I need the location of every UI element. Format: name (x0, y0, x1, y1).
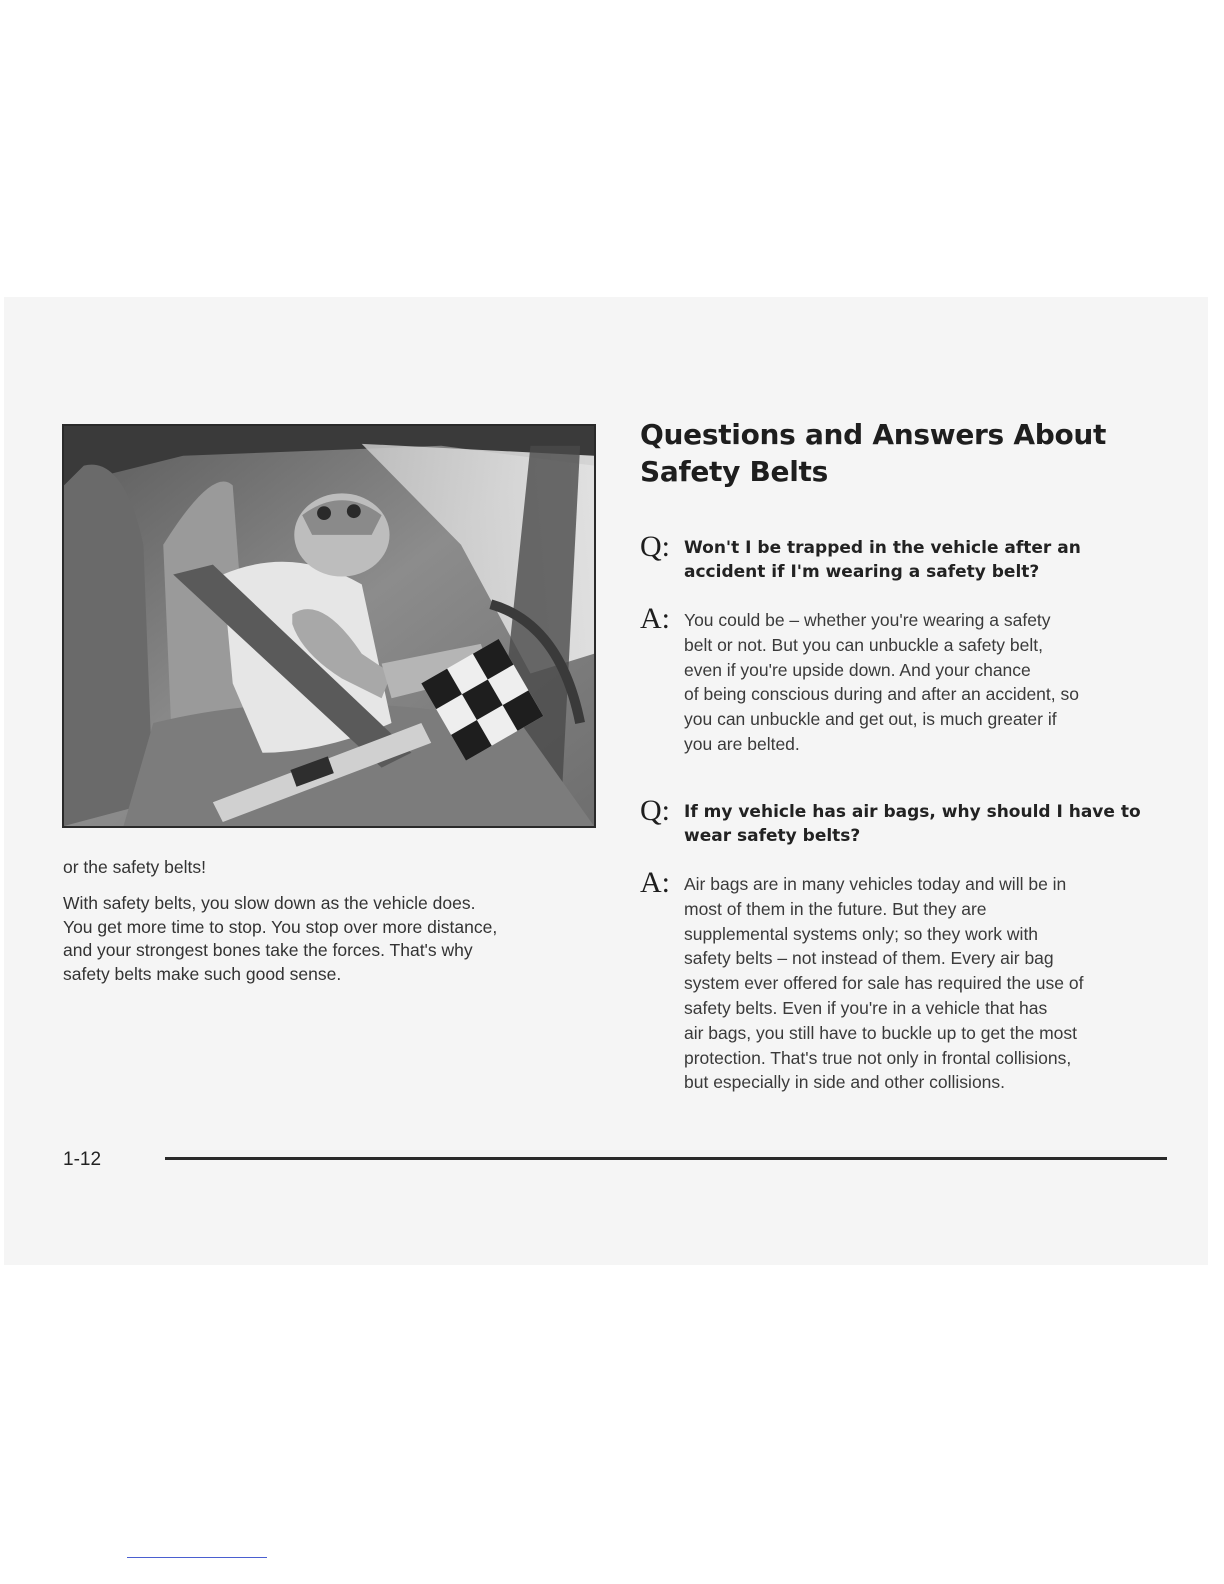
section-title-line: Safety Belts (640, 455, 828, 488)
answer-line: even if you're upside down. And your chance (684, 659, 1031, 680)
question-2 (640, 794, 1180, 848)
question-1 (640, 530, 1180, 584)
section-title (640, 416, 1140, 490)
question-marker: Q: (640, 530, 670, 563)
answer-marker: A: (640, 602, 670, 635)
caption-line: safety belts make such good sense. (63, 963, 342, 984)
answer-line: air bags, you still have to buckle up to get the most (684, 1022, 1077, 1043)
answer-line: safety belts. Even if you're in a vehicle that has (684, 997, 1048, 1018)
answer-line: belt or not. But you can unbuckle a safety belt, (684, 634, 1043, 655)
divider-line (127, 1557, 267, 1558)
caption-intro (63, 856, 603, 880)
question-line: If my vehicle has air bags, why should I have to (684, 802, 1141, 822)
answer-line: safety belts – not instead of them. Every air bag (684, 948, 1054, 969)
answer-line: system ever offered for sale has required the use of (684, 973, 1084, 994)
answer-line: you are belted. (684, 733, 800, 754)
answer-line: Air bags are in many vehicles today and will be in (684, 874, 1067, 894)
answer-line: You could be – whether you're wearing a safety (684, 610, 1051, 630)
answer-marker: A: (640, 866, 670, 899)
caption-line: and your strongest bones take the forces. That's why (63, 940, 473, 960)
page-number: 1-12 (63, 1149, 102, 1170)
caption-line: With safety belts, you slow down as the vehicle does. (63, 893, 476, 913)
caption-paragraph (63, 892, 603, 986)
crash-test-dummy-photo (62, 424, 596, 828)
section-title-line: Questions and Answers About (640, 418, 1107, 451)
answer-2 (640, 866, 1180, 1095)
question-line: wear safety belts? (684, 826, 861, 846)
question-line: accident if I'm wearing a safety belt? (684, 562, 1040, 582)
question-line: Won't I be trapped in the vehicle after an (684, 538, 1081, 558)
answer-line: but especially in side and other collisions. (684, 1072, 1006, 1093)
caption-line: You get more time to stop. You stop over more distance, (63, 916, 498, 937)
question-marker: Q: (640, 794, 670, 827)
answer-1 (640, 602, 1180, 757)
answer-line: supplemental systems only; so they work with (684, 923, 1039, 944)
answer-line: protection. That's true not only in frontal collisions, (684, 1047, 1072, 1068)
footer-rule (165, 1157, 1167, 1160)
answer-line: you can unbuckle and get out, is much greater if (684, 709, 1057, 730)
crash-test-dummy-illustration (64, 426, 594, 826)
answer-line: most of them in the future. But they are (684, 898, 987, 919)
caption-line: or the safety belts! (63, 857, 206, 877)
answer-line: of being conscious during and after an accident, so (684, 684, 1079, 705)
